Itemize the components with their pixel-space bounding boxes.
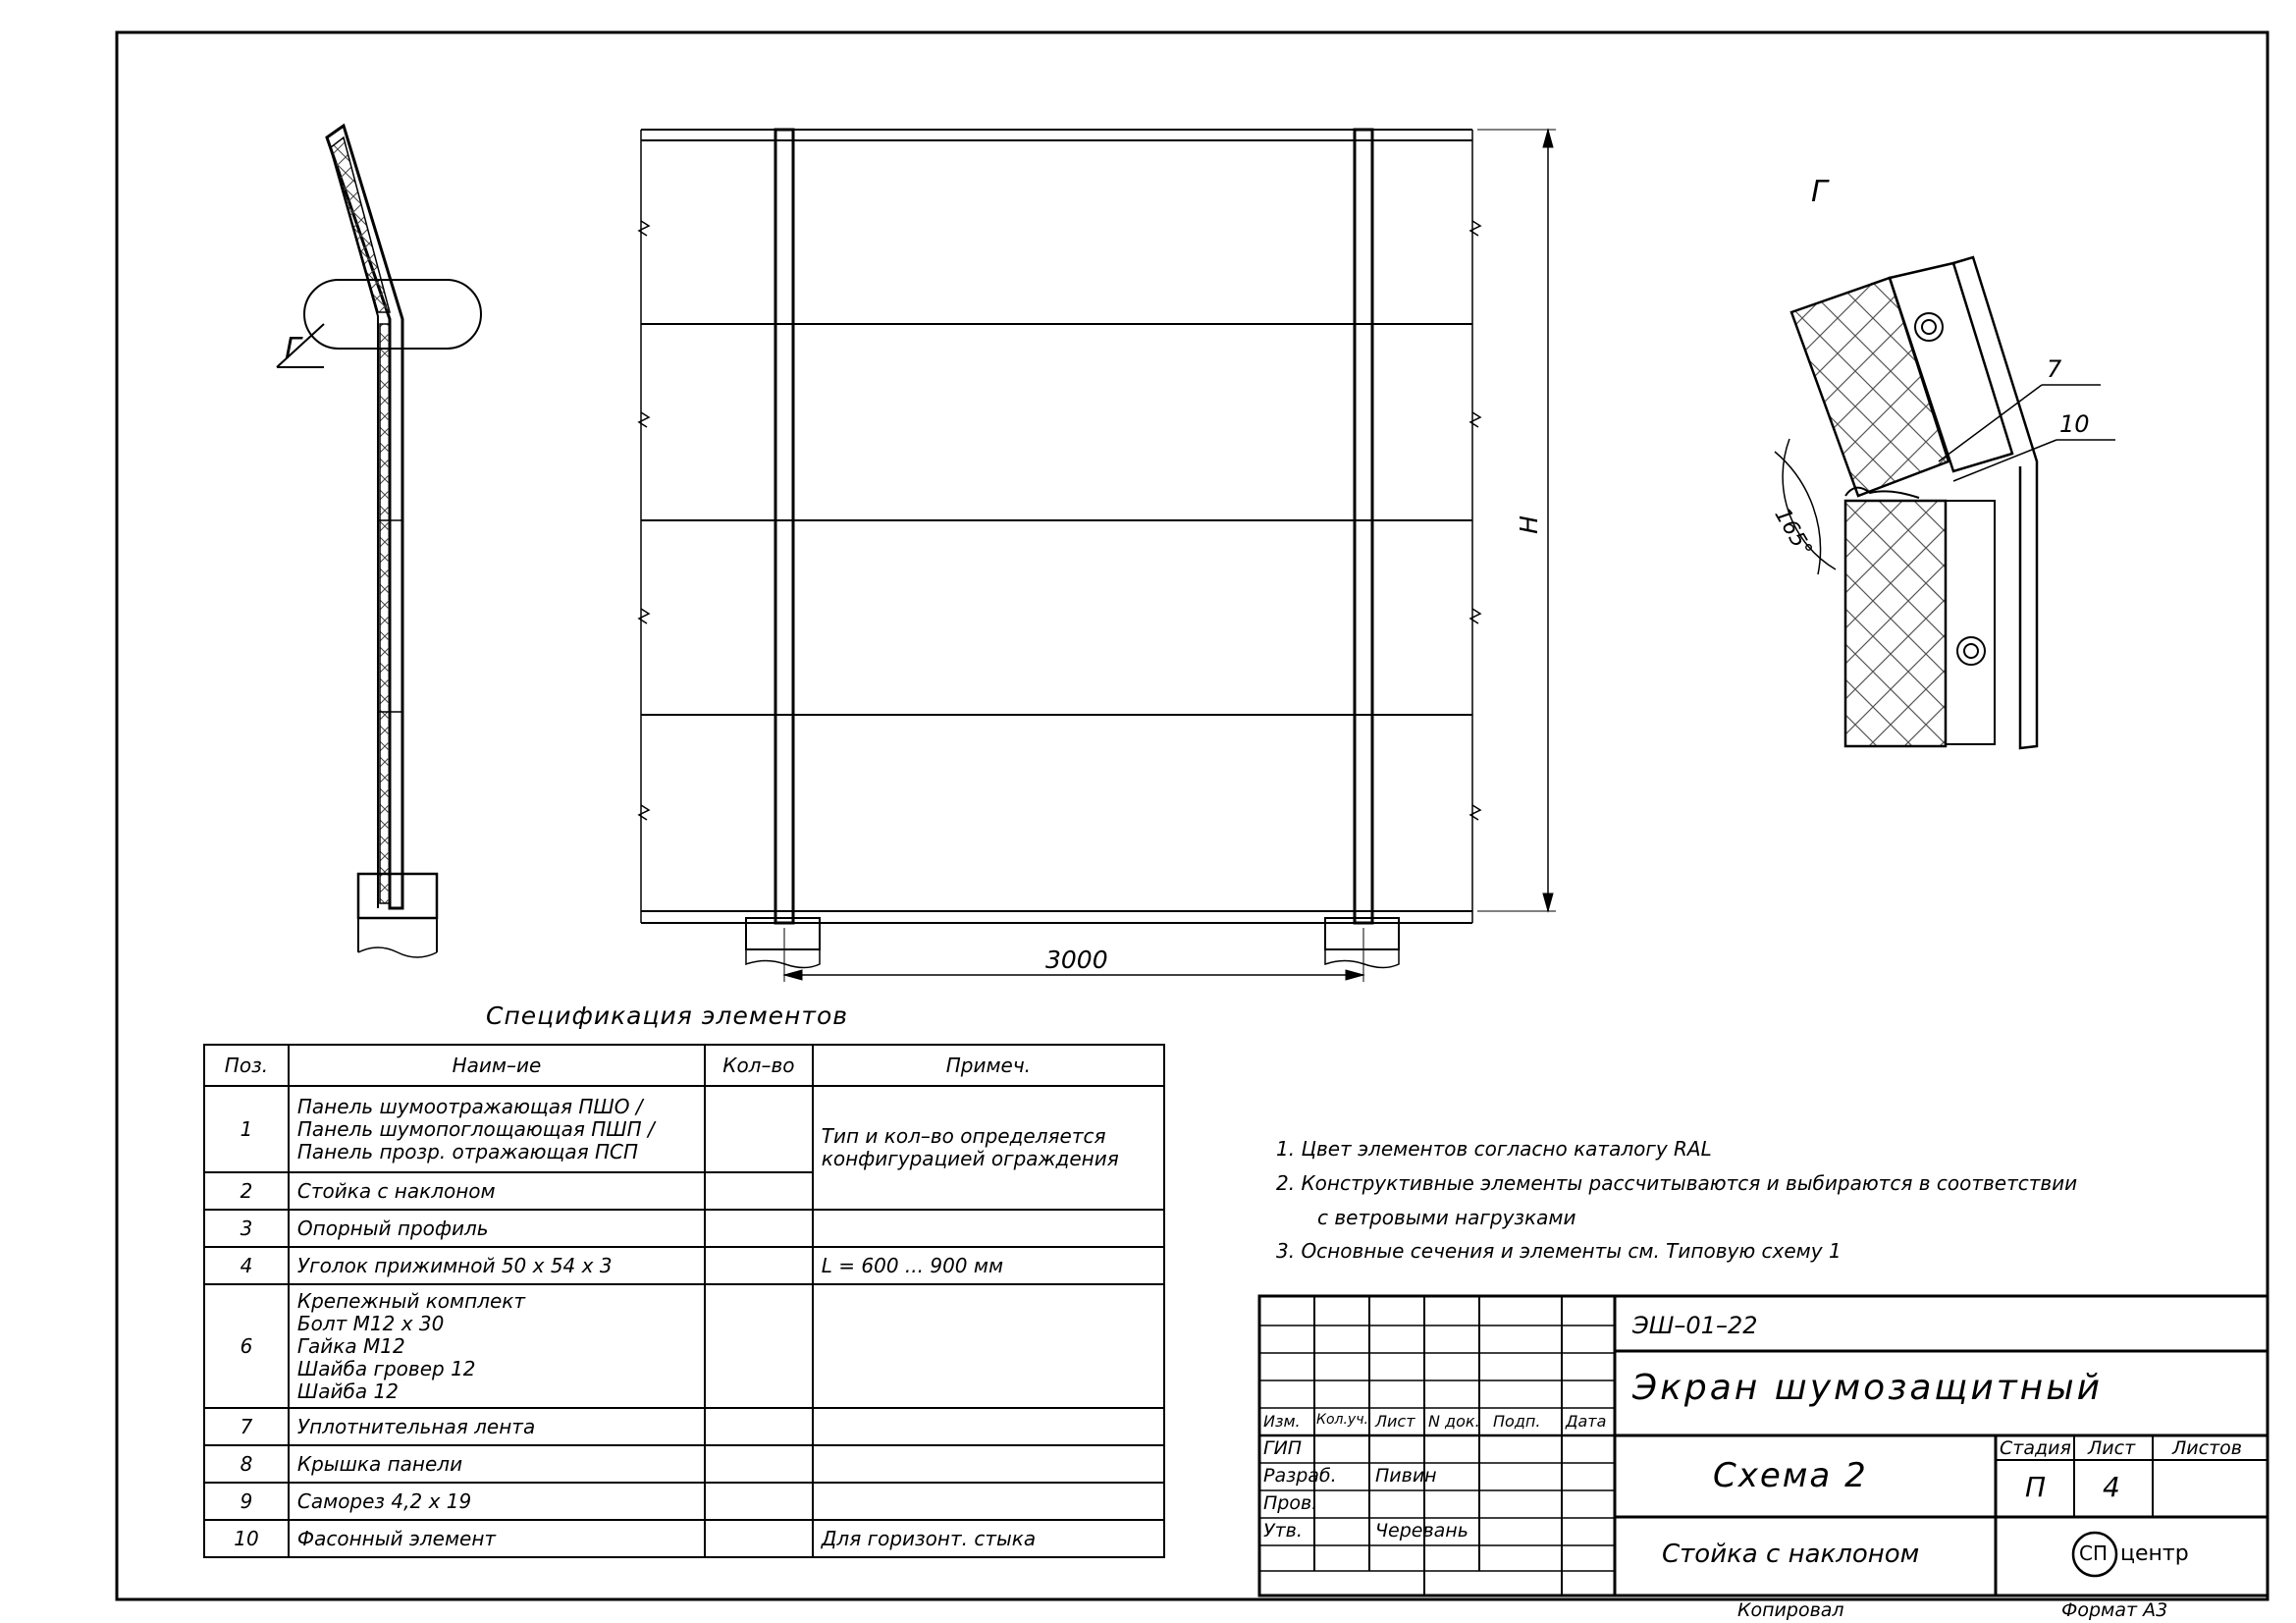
table-row xyxy=(204,1086,1164,1172)
sheet-value: 4 xyxy=(2103,1471,2120,1503)
note-line: конфигурацией ограждения xyxy=(821,1147,1119,1170)
note-1: 1. Цвет элементов согласно каталогу RAL xyxy=(1276,1137,1712,1161)
name-line: Шайба гровер 12 xyxy=(296,1356,476,1380)
callout-10: 10 xyxy=(2059,410,2090,438)
row-qty xyxy=(705,1445,813,1483)
side-view-post xyxy=(277,126,481,957)
row-name xyxy=(289,1284,705,1408)
stage-value: П xyxy=(2025,1471,2047,1503)
row-name: Крышка панели xyxy=(289,1445,705,1483)
row-qty xyxy=(705,1172,813,1210)
row-note: Для горизонт. стыка xyxy=(813,1520,1164,1557)
view-label-left: Г xyxy=(285,332,301,366)
row-name: Уголок прижимной 50 x 54 x 3 xyxy=(289,1247,705,1284)
row-name: Фасонный элемент xyxy=(289,1520,705,1557)
table-row xyxy=(204,1247,1164,1284)
row-qty xyxy=(705,1408,813,1445)
table-row xyxy=(204,1284,1164,1408)
row-name: Стойка с наклоном xyxy=(289,1172,705,1210)
format-label: Формат А3 xyxy=(2061,1599,2168,1621)
name-line: Панель прозр. отражающая ПСП xyxy=(296,1139,639,1163)
header-name: Наим–ие xyxy=(289,1045,705,1086)
row-name xyxy=(289,1086,705,1172)
table-row xyxy=(204,1520,1164,1557)
row-qty xyxy=(705,1086,813,1172)
row-qty xyxy=(705,1483,813,1520)
merged-note xyxy=(813,1086,1164,1210)
front-view-screen xyxy=(639,130,1556,982)
drawing-name: Стойка с наклоном xyxy=(1662,1540,1920,1569)
col-izm: Изм. xyxy=(1263,1412,1301,1431)
name-line: Шайба 12 xyxy=(296,1379,399,1403)
col-koluch: Кол.уч. xyxy=(1316,1412,1368,1428)
spec-header-row xyxy=(204,1045,1164,1086)
row-pos: 9 xyxy=(204,1483,289,1520)
row-note xyxy=(813,1483,1164,1520)
row-note: L = 600 ... 900 мм xyxy=(813,1247,1164,1284)
table-row xyxy=(204,1210,1164,1247)
spec-table xyxy=(203,1044,1165,1558)
role-gip: ГИП xyxy=(1263,1437,1303,1459)
note-2: 2. Конструктивные элементы рассчитываются и выбираются в соответствии xyxy=(1276,1171,2078,1195)
dimension-height: H xyxy=(1514,515,1543,534)
row-name: Опорный профиль xyxy=(289,1210,705,1247)
col-data: Дата xyxy=(1566,1412,1607,1431)
col-list: Лист xyxy=(1375,1412,1415,1431)
table-row xyxy=(204,1408,1164,1445)
doc-code: ЭШ–01–22 xyxy=(1632,1312,1758,1339)
sheet-title: Схема 2 xyxy=(1713,1456,1868,1495)
name-line: Крепежный комплект xyxy=(296,1288,526,1313)
row-qty xyxy=(705,1210,813,1247)
view-label-detail: Г xyxy=(1811,175,1828,209)
col-ndok: N док. xyxy=(1428,1412,1480,1431)
row-name: Саморез 4,2 x 19 xyxy=(289,1483,705,1520)
table-row xyxy=(204,1483,1164,1520)
row-note xyxy=(813,1408,1164,1445)
role-utv: Утв. xyxy=(1263,1520,1303,1542)
row-qty xyxy=(705,1284,813,1408)
note-3: 3. Основные сечения и элементы см. Типовую схему 1 xyxy=(1276,1239,1842,1263)
note-line: Тип и кол–во определяется xyxy=(821,1124,1106,1148)
role-razrab: Разраб. xyxy=(1263,1465,1337,1487)
copied-label: Копировал xyxy=(1737,1599,1844,1621)
row-pos: 6 xyxy=(204,1284,289,1408)
logo-text: центр xyxy=(2120,1542,2189,1566)
row-pos: 7 xyxy=(204,1408,289,1445)
name-line: Панель шумоотражающая ПШО / xyxy=(296,1094,643,1118)
header-note: Примеч. xyxy=(813,1045,1164,1086)
stage-label: Стадия xyxy=(2000,1437,2071,1459)
dimension-width: 3000 xyxy=(1045,946,1108,974)
note-2-cont: с ветровыми нагрузками xyxy=(1317,1206,1576,1229)
header-pos: Поз. xyxy=(204,1045,289,1086)
name-razrab: Пивин xyxy=(1375,1465,1437,1487)
name-line: Болт М12 x 30 xyxy=(296,1311,445,1335)
row-pos: 4 xyxy=(204,1247,289,1284)
row-qty xyxy=(705,1520,813,1557)
name-utv: Черевань xyxy=(1375,1520,1468,1542)
logo-icon: СП xyxy=(2079,1542,2109,1565)
row-note xyxy=(813,1445,1164,1483)
sheets-label: Листов xyxy=(2172,1437,2242,1459)
row-note xyxy=(813,1284,1164,1408)
row-pos: 1 xyxy=(204,1086,289,1172)
sheet-label: Лист xyxy=(2088,1437,2136,1459)
name-line: Панель шумопоглощающая ПШП / xyxy=(296,1116,655,1141)
name-line: Гайка М12 xyxy=(296,1333,405,1358)
row-pos: 2 xyxy=(204,1172,289,1210)
angle-label: 165° xyxy=(1769,504,1817,562)
callout-7: 7 xyxy=(2047,355,2062,383)
project-title: Экран шумозащитный xyxy=(1632,1368,2104,1408)
row-name: Уплотнительная лента xyxy=(289,1408,705,1445)
header-qty: Кол–во xyxy=(705,1045,813,1086)
row-pos: 8 xyxy=(204,1445,289,1483)
col-podp: Подп. xyxy=(1493,1412,1541,1431)
detail-view xyxy=(1775,257,2115,748)
role-prov: Пров. xyxy=(1263,1492,1318,1514)
row-note xyxy=(813,1210,1164,1247)
spec-title: Спецификация элементов xyxy=(486,1001,848,1030)
row-qty xyxy=(705,1247,813,1284)
table-row xyxy=(204,1445,1164,1483)
row-pos: 3 xyxy=(204,1210,289,1247)
row-pos: 10 xyxy=(204,1520,289,1557)
